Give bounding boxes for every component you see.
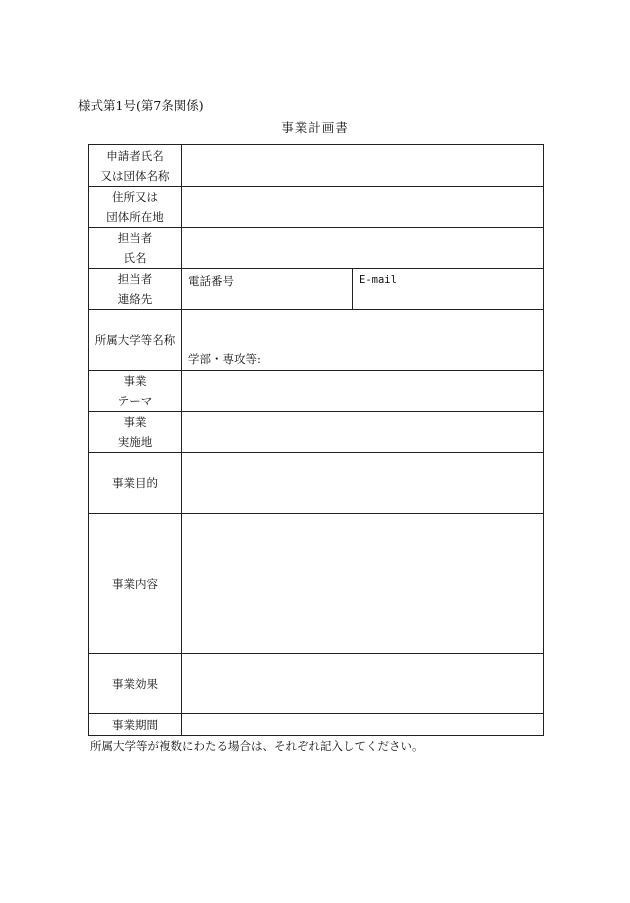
- form-number: 様式第1号(第7条関係): [78, 98, 204, 113]
- label-address-line1: 住所又は: [112, 190, 158, 204]
- row-address: [89, 187, 544, 228]
- label-address-line2: 団体所在地: [106, 210, 164, 224]
- label-contact-line2: 連絡先: [117, 292, 153, 306]
- document-title: 事業計画書: [281, 120, 349, 135]
- label-purpose: 事業目的: [89, 453, 182, 514]
- email-field[interactable]: [353, 269, 543, 309]
- row-content: [89, 514, 544, 654]
- phone-field[interactable]: [182, 269, 353, 309]
- row-purpose: [89, 453, 544, 514]
- label-contact: [89, 269, 182, 310]
- email-label: E-mail: [359, 274, 397, 286]
- contact-cell: [182, 269, 544, 310]
- location-field[interactable]: [182, 412, 544, 453]
- row-theme: [89, 371, 544, 412]
- label-content: 事業内容: [89, 514, 182, 654]
- university-field[interactable]: [182, 310, 544, 371]
- label-period: 事業期間: [89, 714, 182, 736]
- label-location-line1: 事業: [123, 415, 147, 429]
- label-location-line2: 実施地: [117, 435, 153, 449]
- row-university: [89, 310, 544, 371]
- dept-cell: [182, 310, 543, 370]
- label-university-text: 所属大学等名称: [94, 333, 176, 347]
- label-applicant: [89, 145, 182, 187]
- label-location: [89, 412, 182, 453]
- applicant-field[interactable]: [182, 145, 544, 187]
- label-applicant-line1: 申請者氏名: [106, 148, 164, 163]
- label-person-line1: 担当者: [117, 231, 153, 245]
- row-period: [89, 714, 544, 736]
- label-theme-line2: テーマ: [117, 394, 153, 408]
- label-applicant-line2: 又は団体名称: [100, 168, 170, 183]
- label-effect: 事業効果: [89, 654, 182, 714]
- label-contact-line1: 担当者: [117, 272, 153, 286]
- label-person-line2: 氏名: [123, 251, 147, 265]
- row-applicant: [89, 145, 544, 187]
- row-effect: [89, 654, 544, 714]
- person-field[interactable]: [182, 228, 544, 269]
- label-person: [89, 228, 182, 269]
- content-field[interactable]: [182, 514, 544, 654]
- address-field[interactable]: [182, 187, 544, 228]
- label-university: [89, 310, 182, 371]
- row-contact: [89, 269, 544, 310]
- period-field[interactable]: [182, 714, 544, 736]
- row-person: [89, 228, 544, 269]
- contact-wrap: [182, 269, 543, 309]
- label-address: [89, 187, 182, 228]
- purpose-field[interactable]: [182, 453, 544, 514]
- phone-label: 電話番号: [188, 274, 234, 288]
- row-location: [89, 412, 544, 453]
- label-theme: [89, 371, 182, 412]
- theme-field[interactable]: [182, 371, 544, 412]
- business-plan-table: [88, 144, 544, 736]
- effect-field[interactable]: [182, 654, 544, 714]
- footnote: 所属大学等が複数にわたる場合は、それぞれ記入してください。: [90, 739, 424, 753]
- department-label: 学部・専攻等:: [188, 352, 261, 366]
- label-theme-line1: 事業: [123, 374, 147, 388]
